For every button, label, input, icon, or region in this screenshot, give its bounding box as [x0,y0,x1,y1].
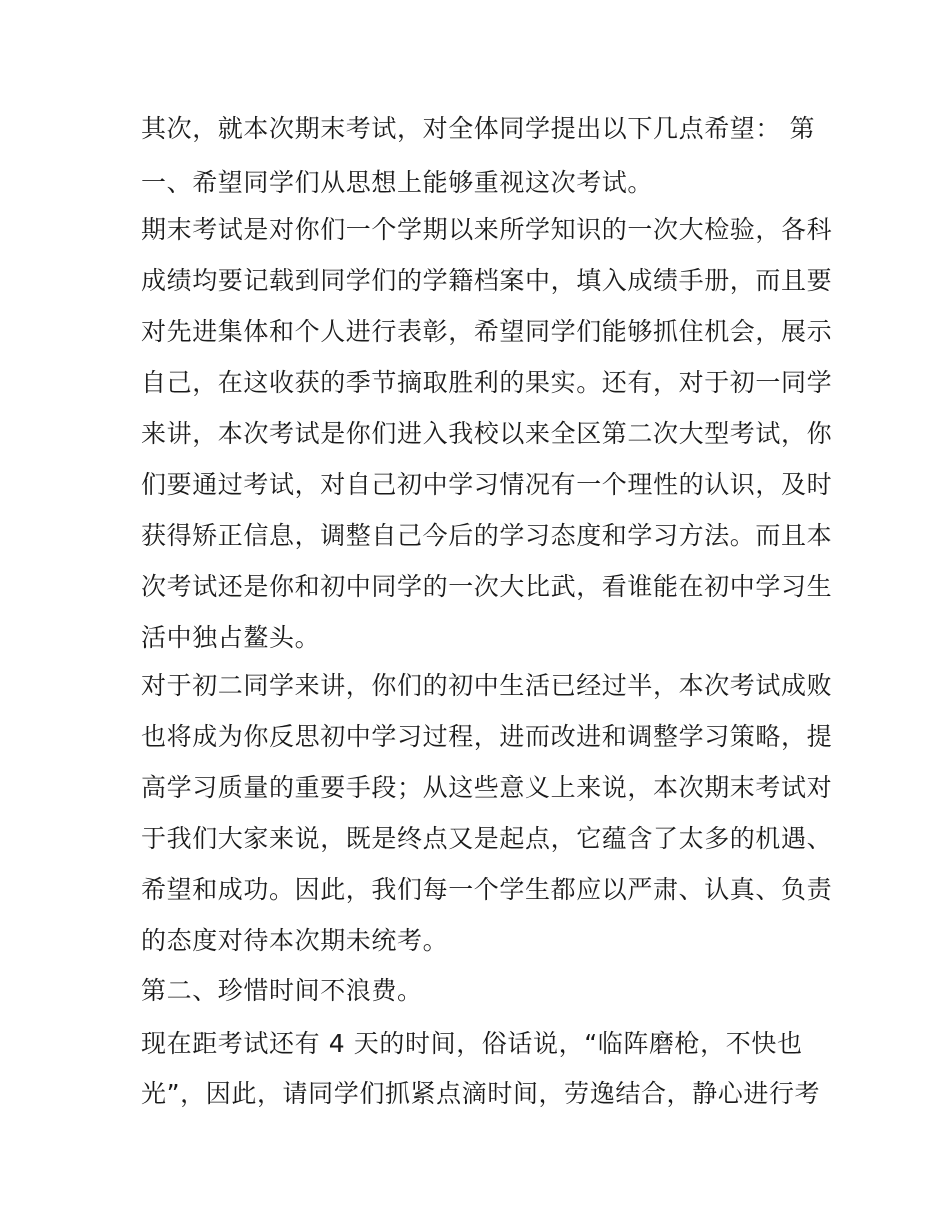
text-line: 活中独占鳌头。 [141,623,321,652]
text-line: 也将成为你反思初中学习过程，进而改进和调整学习策略，提 [141,722,833,751]
text-line: 对先进集体和个人进行表彰，希望同学们能够抓住机会，展示 [141,317,833,346]
text-line: 一、希望同学们从思想上能够重视这次考试。 [141,168,654,197]
text-line: 希望和成功。因此，我们每一个学生都应以严肃、认真、负责 [141,875,833,904]
text-line: 第二、珍惜时间不浪费。 [141,976,423,1005]
text-line: 获得矫正信息，调整自己今后的学习态度和学习方法。而且本 [141,521,833,550]
text-line: 成绩均要记载到同学们的学籍档案中，填入成绩手册，而且要 [141,266,833,295]
text-line: 来讲，本次考试是你们进入我校以来全区第二次大型考试，你 [141,419,833,448]
text-line: 次考试还是你和初中同学的一次大比武，看谁能在初中学习生 [141,572,833,601]
text-line: 们要通过考试，对自己初中学习情况有一个理性的认识，及时 [141,470,833,499]
text-line: 于我们大家来说，既是终点又是起点，它蕴含了太多的机遇、 [141,824,833,853]
text-line: 光”，因此，请同学们抓紧点滴时间，劳逸结合，静心进行考 [141,1079,821,1108]
text-line: 其次，就本次期末考试，对全体同学提出以下几点希望： 第 [141,114,816,143]
text-line: 高学习质量的重要手段；从这些意义上来说，本次期末考试对 [141,773,833,802]
text-line: 的态度对待本次期未统考。 [141,926,449,955]
text-line: 期末考试是对你们一个学期以来所学知识的一次大检验，各科 [141,215,833,244]
text-line: 自己，在这收获的季节摘取胜利的果实。还有，对于初一同学 [141,368,833,397]
text-line: 对于初二同学来讲，你们的初中生活已经过半，本次考试成败 [141,671,833,700]
text-line: 现在距考试还有 4 天的时间，俗话说，“临阵磨枪，不快也 [141,1029,803,1058]
